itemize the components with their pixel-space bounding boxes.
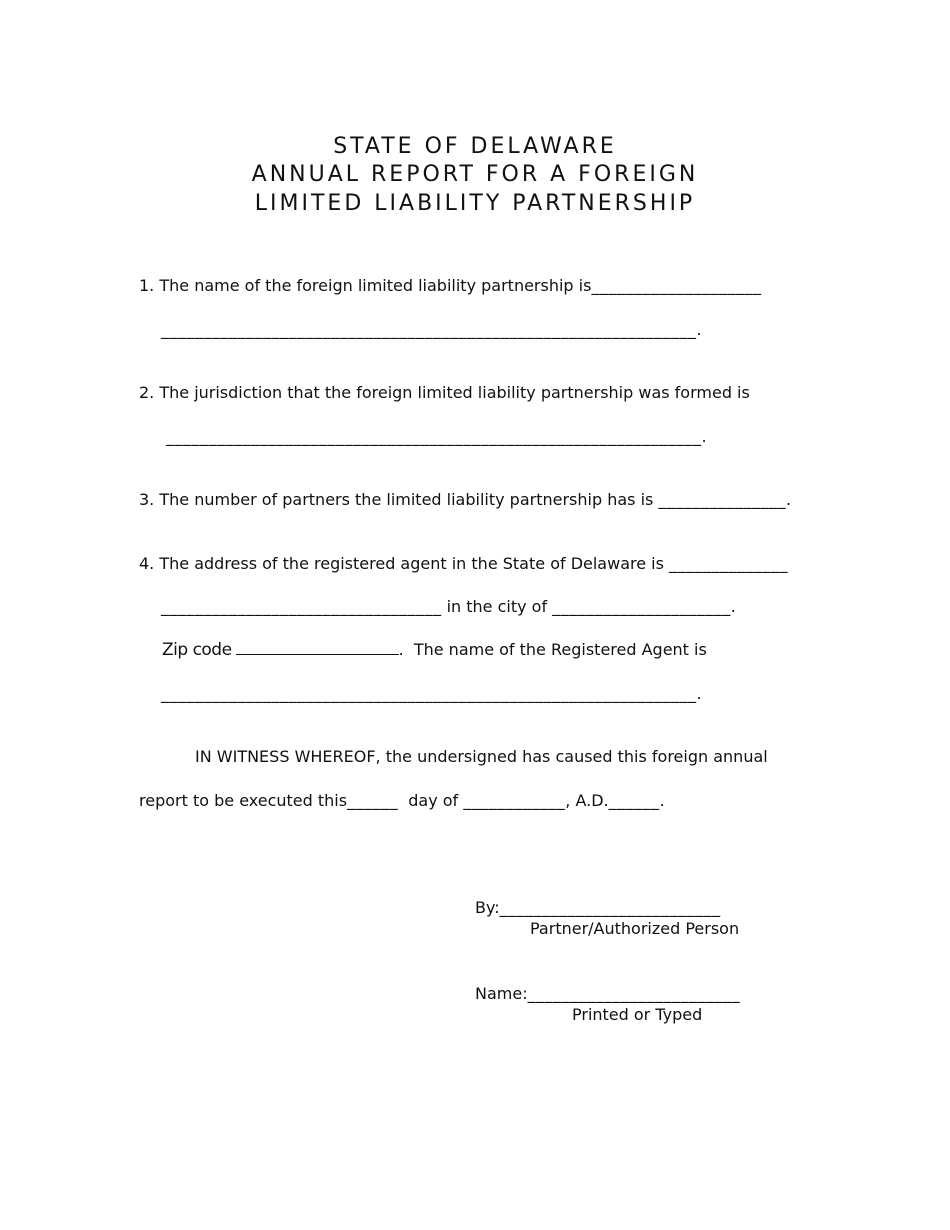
partnership-name-continuation-field[interactable]: _______________________________________________________________.: [161, 320, 703, 339]
name-caption: Printed or Typed: [572, 1005, 703, 1024]
item-3-line: [139, 490, 792, 510]
item-3-text: 3. The number of partners the limited liability partnership has is: [139, 490, 659, 509]
document-title-line-1: STATE OF DELAWARE: [333, 134, 617, 159]
printed-name-field[interactable]: _________________________: [527, 984, 741, 1003]
jurisdiction-field[interactable]: _______________________________________________________________.: [166, 427, 708, 446]
zip-code-period: .: [398, 640, 404, 659]
ad-label: , A.D.: [565, 791, 609, 810]
registered-agent-name-field[interactable]: _______________________________________________________________.: [161, 684, 703, 703]
signature-field[interactable]: __________________________: [499, 898, 721, 917]
zip-code-field[interactable]: [236, 654, 399, 655]
witness-text-2: report to be executed this: [139, 791, 348, 810]
witness-line-1: [195, 747, 768, 767]
registered-agent-label: The name of the Registered Agent is: [413, 640, 707, 659]
city-field[interactable]: _____________________.: [552, 597, 737, 616]
execution-year-field[interactable]: ______.: [608, 791, 666, 810]
item-4-city-line: [161, 597, 736, 617]
item-4-line: [139, 554, 788, 574]
witness-lead: IN WITNESS WHEREOF,: [195, 747, 381, 766]
execution-month-field[interactable]: ____________: [463, 791, 566, 810]
witness-text-1: the undersigned has caused this foreign annual: [380, 747, 768, 766]
document-title-line-3: LIMITED LIABILITY PARTNERSHIP: [254, 191, 696, 216]
by-signature-line: [475, 898, 721, 918]
item-4-zip-line: [162, 640, 707, 660]
item-2-text: 2. The jurisdiction that the foreign limited liability partnership was formed is: [139, 383, 750, 402]
item-1-line: [139, 276, 761, 296]
by-caption: Partner/Authorized Person: [530, 919, 740, 938]
execution-day-field[interactable]: ______: [347, 791, 399, 810]
document-title-line-2: ANNUAL REPORT FOR A FOREIGN: [251, 162, 699, 187]
street-address-field[interactable]: _________________________________: [161, 597, 442, 616]
partnership-name-field[interactable]: ____________________: [591, 276, 762, 295]
by-label: By:: [475, 898, 500, 917]
name-signature-line: [475, 984, 740, 1004]
item-1-text: 1. The name of the foreign limited liability partnership is: [139, 276, 592, 295]
witness-line-2: [139, 791, 665, 811]
agent-address-field[interactable]: ______________: [669, 554, 789, 573]
item-4-text: 4. The address of the registered agent in the State of Delaware is: [139, 554, 670, 573]
name-label: Name:: [475, 984, 528, 1003]
day-of-label: day of: [398, 791, 464, 810]
city-label: in the city of: [441, 597, 553, 616]
zip-code-label: Zip code: [162, 640, 232, 660]
partners-count-field[interactable]: _______________.: [658, 490, 792, 509]
